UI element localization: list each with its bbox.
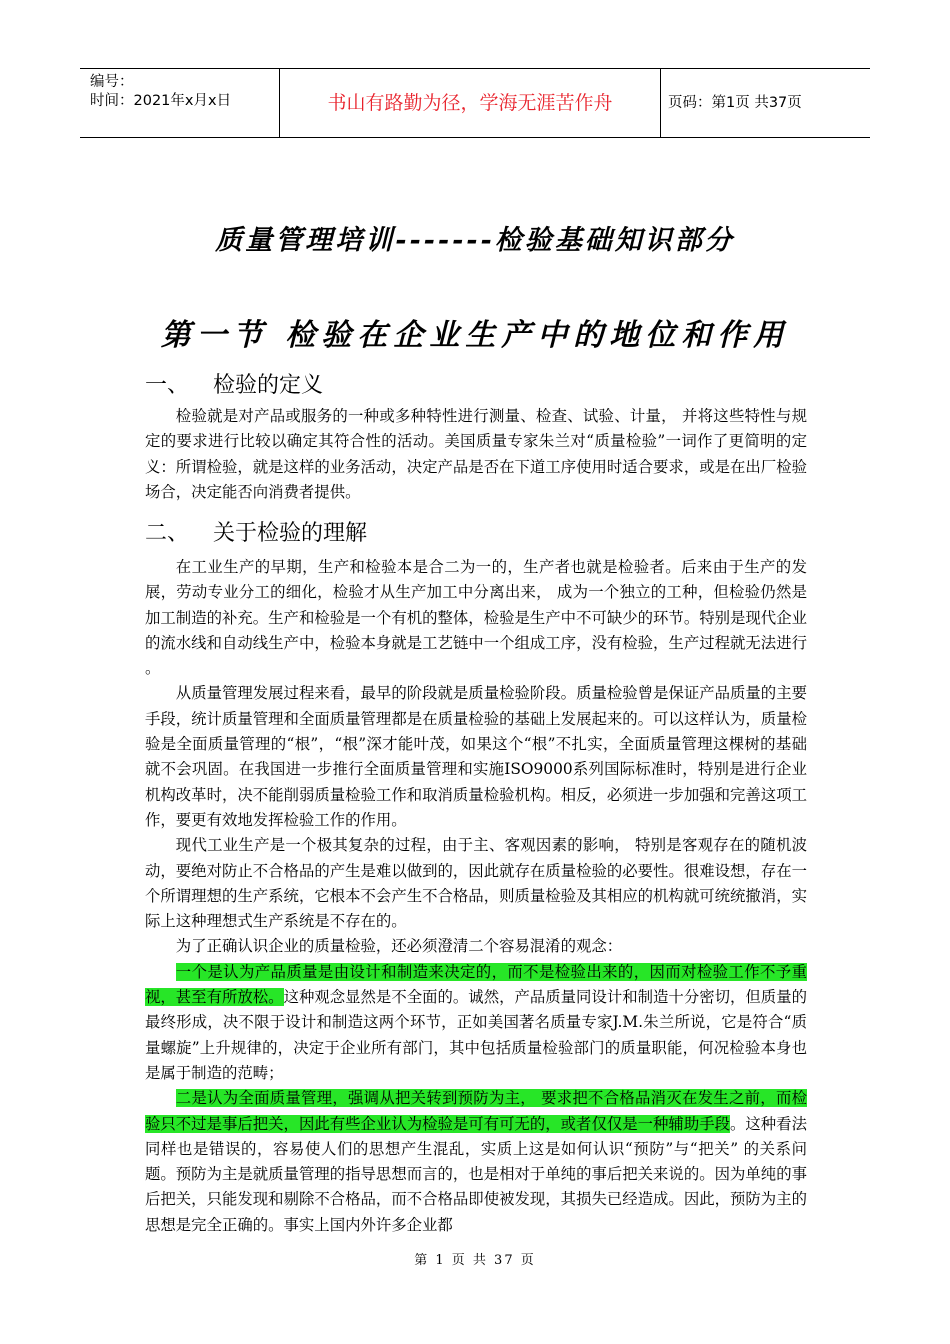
paragraph: 为了正确认识企业的质量检验，还必须澄清二个容易混淆的观念： bbox=[175, 937, 623, 956]
section-title: 第一节 检验在企业生产中的地位和作用 bbox=[160, 318, 790, 353]
paragraph-definition bbox=[145, 404, 807, 505]
paragraph: 现代工业生产是一个极其复杂的过程，由于主、客观因素的影响， 特别是客观存在的随机波动，要绝对防止不合格品的产生是难以做到的，因此就存在质量检验的必要性。很难设想，存在一个所谓理想的生产系统，它根本不会产生不合格品，则质量检验及其相应的机构就可统统撤消，实际上这种理想式生产系统是不存在的。 bbox=[145, 836, 807, 931]
header-motto: 书山有路勤为径，学海无涯苦作舟 bbox=[280, 69, 661, 137]
code-label: 编号： bbox=[90, 74, 134, 90]
header-page-info: 页码：第1页 共37页 bbox=[668, 95, 802, 111]
paragraph-rest: 。这种看法同样也是错误的，容易使人们的思想产生混乱，实质上这是如何认识“预防”与“把关” 的关系问题。预防为主是就质量管理的指导思想而言的，也是相对于单纯的事后把关来说的。因为单纯的事后把关，只能发现和剔除不合格品，而不合格品即使被发现，其损失已经造成。因此，预防为主的思想是完全正确的。事实上国内外许多企业都 bbox=[145, 1114, 807, 1234]
document-title: 质量管理培训-------检验基础知识部分 bbox=[215, 225, 735, 256]
page-footer: 第 1 页 共 37 页 bbox=[414, 1253, 536, 1268]
paragraphs-understanding bbox=[145, 555, 807, 1238]
paragraph: 在工业生产的早期，生产和检验本是合二为一的，生产者也就是检验者。后来由于生产的发展，劳动专业分工的细化，检验才从生产加工中分离出来， 成为一个独立的工种，但检验仍然是加工制造的补充。生产和检验是一个有机的整体，检验是生产中不可缺少的环节。特别是现代企业的流水线和自动线生产中，检验本身就是工艺链中一个组成工序，没有检验，生产过程就无法进行 。 bbox=[145, 558, 807, 678]
heading-text: 关于检验的理解 bbox=[213, 521, 368, 546]
paragraph-highlighted-2 bbox=[145, 1086, 807, 1238]
highlight-text: 一个是认为产品质量是由设计和制造来决定的，而不是检验出来的，因而对检验工作不予重视，甚至有所放松。 bbox=[145, 962, 807, 1007]
highlight-text: 二是认为全面质量管理，强调从把关转到预防为主， 要求把不合格品消灭在发生之前，而检验只不过是事后把关，因此有些企业认为检验是可有可无的，或者仅仅是一种辅助手段 bbox=[145, 1089, 807, 1133]
heading-text: 检验的定义 bbox=[213, 373, 324, 398]
heading-number: 一、 bbox=[145, 373, 190, 398]
header-meta-cell bbox=[80, 69, 280, 137]
heading-definition bbox=[145, 368, 323, 399]
header-table bbox=[80, 68, 870, 138]
paragraph-highlighted-1 bbox=[145, 960, 807, 1086]
paragraph: 从质量管理发展过程来看，最早的阶段就是质量检验阶段。质量检验曾是保证产品质量的主要手段，统计质量管理和全面质量管理都是在质量检验的基础上发展起来的。可以这样认为，质量检验是全面质量管理的“根”，“根”深才能叶茂，如果这个“根”不扎实，全面质量管理这棵树的基础就不会巩固。在我国进一步推行全面质量管理和实施ISO9000系列国际标准时，特别是进行企业机构改革时，决不能削弱质量检验工作和取消质量检验机构。相反，必须进一步加强和完善这项工作，要更有效地发挥检验工作的作用。 bbox=[145, 684, 807, 829]
heading-understanding bbox=[145, 516, 367, 547]
heading-number: 二、 bbox=[145, 521, 190, 546]
paragraph-text: 检验就是对产品或服务的一种或多种特性进行测量、检查、试验、计量， 并将这些特性与规定的要求进行比较以确定其符合性的活动。美国质量专家朱兰对“质量检验”一词作了更简明的定义：所谓检验，就是这样的业务活动，决定产品是否在下道工序使用时适合要求，或是在出厂检验场合，决定能否向消费者提供。 bbox=[145, 407, 807, 501]
date-line: 时间：2021年x月x日 bbox=[90, 93, 232, 109]
paragraph-rest: 这种观念显然是不全面的。诚然，产品质量同设计和制造十分密切，但质量的最终形成，决不限于设计和制造这两个环节，正如美国著名质量专家J.M.朱兰所说，它是符合“质量螺旋”上升规律的，决定于企业所有部门，其中包括质量检验部门的质量职能，何况检验本身也是属于制造的范畴； bbox=[145, 988, 807, 1082]
